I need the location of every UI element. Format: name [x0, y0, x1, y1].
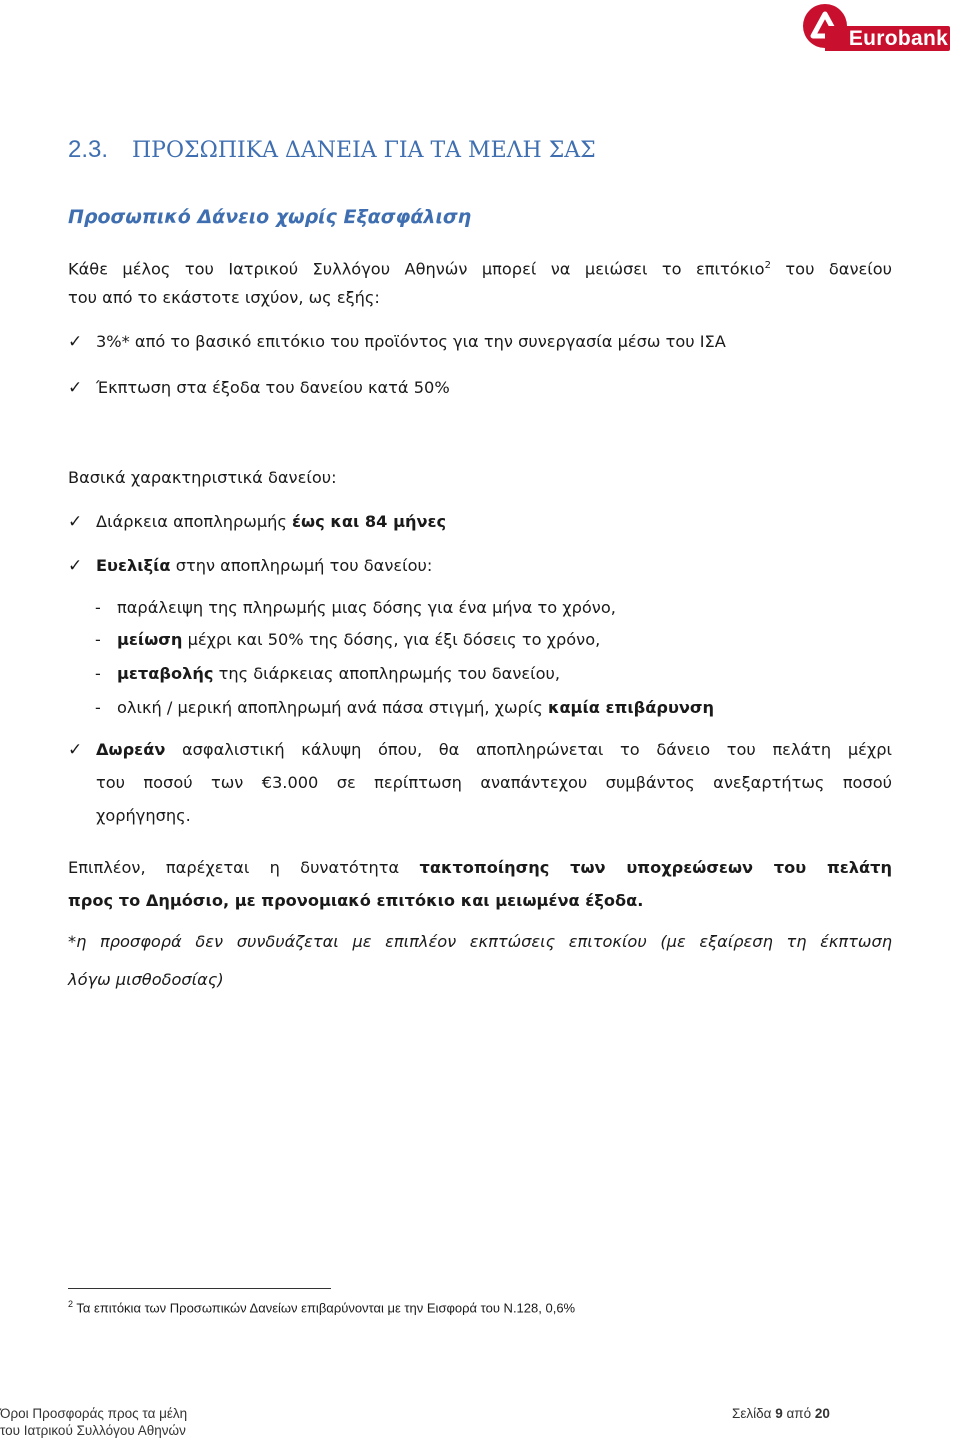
note-line-1: *η προσφορά δεν συνδυάζεται με επιπλέον εκπτώσεις επιτοκίου (με εξαίρεση τη έκπτωση: [68, 932, 892, 951]
section-number: 2.3.: [68, 136, 109, 163]
intro-line-1: Κάθε μέλος του Ιατρικού Συλλόγου Αθηνών μπορεί να μειώσει το επιτόκιο$^2$ του δανείου: [68, 259, 893, 279]
checkmark-icon: ✓: [68, 740, 83, 760]
dash-bullet: -: [95, 698, 101, 717]
feature-insurance-line-2: του ποσού των €3.000 σε περίπτωση αναπάντεχου συμβάντος ανεξαρτήτως ποσού: [96, 773, 892, 792]
checkmark-icon: ✓: [68, 332, 83, 352]
feature-duration: Διάρκεια αποπληρωμής έως και 84 μήνες: [96, 512, 447, 531]
intro-line-2: του από το εκάστοτε ισχύον, ως εξής:: [68, 288, 380, 307]
flex-item-reduce: μείωση μέχρι και 50% της δόσης, για έξι δόσεις το χρόνο,: [117, 630, 601, 649]
logo-wordmark: Eurobank: [848, 27, 949, 50]
footnote-divider: [68, 1288, 331, 1289]
benefit-item-2: Έκπτωση στα έξοδα του δανείου κατά 50%: [96, 378, 450, 397]
eurobank-logo: [803, 4, 950, 48]
note-line-2: λόγω μισθοδοσίας): [68, 970, 224, 989]
footer-left-line-2: του Ιατρικού Συλλόγου Αθηνών: [0, 1423, 186, 1438]
benefit-item-1: 3%* από το βασικό επιτόκιο του προϊόντος για την συνεργασία μέσω του ΙΣΑ: [96, 332, 726, 351]
footnote: $^2$ Τα επιτόκια των Προσωπικών Δανείων επιβαρύνονται με την Εισφορά του Ν.128, 0,6%: [68, 1299, 576, 1316]
dash-bullet: -: [95, 598, 101, 617]
feature-flexibility: Ευελιξία στην αποπληρωμή του δανείου:: [96, 556, 433, 575]
flex-item-change: μεταβολής της διάρκειας αποπληρωμής του δανείου,: [117, 664, 561, 683]
feature-insurance-line-3: χορήγησης.: [96, 806, 191, 825]
section-title: ΠΡΟΣΩΠΙΚΑ ΔΑΝΕΙΑ ΓΙΑ ΤΑ ΜΕΛΗ ΣΑΣ: [132, 138, 596, 163]
flex-item-skip: παράλειψη της πληρωμής μιας δόσης για ένα μήνα το χρόνο,: [117, 598, 616, 617]
section-heading: [68, 136, 596, 164]
checkmark-icon: ✓: [68, 512, 83, 532]
features-heading: Βασικά χαρακτηριστικά δανείου:: [68, 468, 337, 487]
dash-bullet: -: [95, 630, 101, 649]
checkmark-icon: ✓: [68, 556, 83, 576]
footer-left-line-1: Όροι Προσφοράς προς τα μέλη: [0, 1406, 188, 1421]
extra-line-1: Επιπλέον, παρέχεται η δυνατότητα τακτοποίησης των υποχρεώσεων του πελάτη: [68, 858, 892, 877]
extra-line-2: προς το Δημόσιο, με προνομιακό επιτόκιο και μειωμένα έξοδα.: [68, 891, 644, 910]
feature-insurance-line-1: Δωρεάν ασφαλιστική κάλυψη όπου, θα αποπληρώνεται το δάνειο του πελάτη μέχρι: [96, 740, 892, 759]
subtitle: Προσωπικό Δάνειο χωρίς Εξασφάλιση: [68, 206, 472, 228]
page-indicator: Σελίδα 9 από 20: [732, 1406, 830, 1421]
flex-item-prepay: ολική / μερική αποπληρωμή ανά πάσα στιγμή, χωρίς καμία επιβάρυνση: [117, 698, 715, 717]
dash-bullet: -: [95, 664, 101, 683]
footnote-ref: 2: [764, 260, 771, 271]
checkmark-icon: ✓: [68, 378, 83, 398]
